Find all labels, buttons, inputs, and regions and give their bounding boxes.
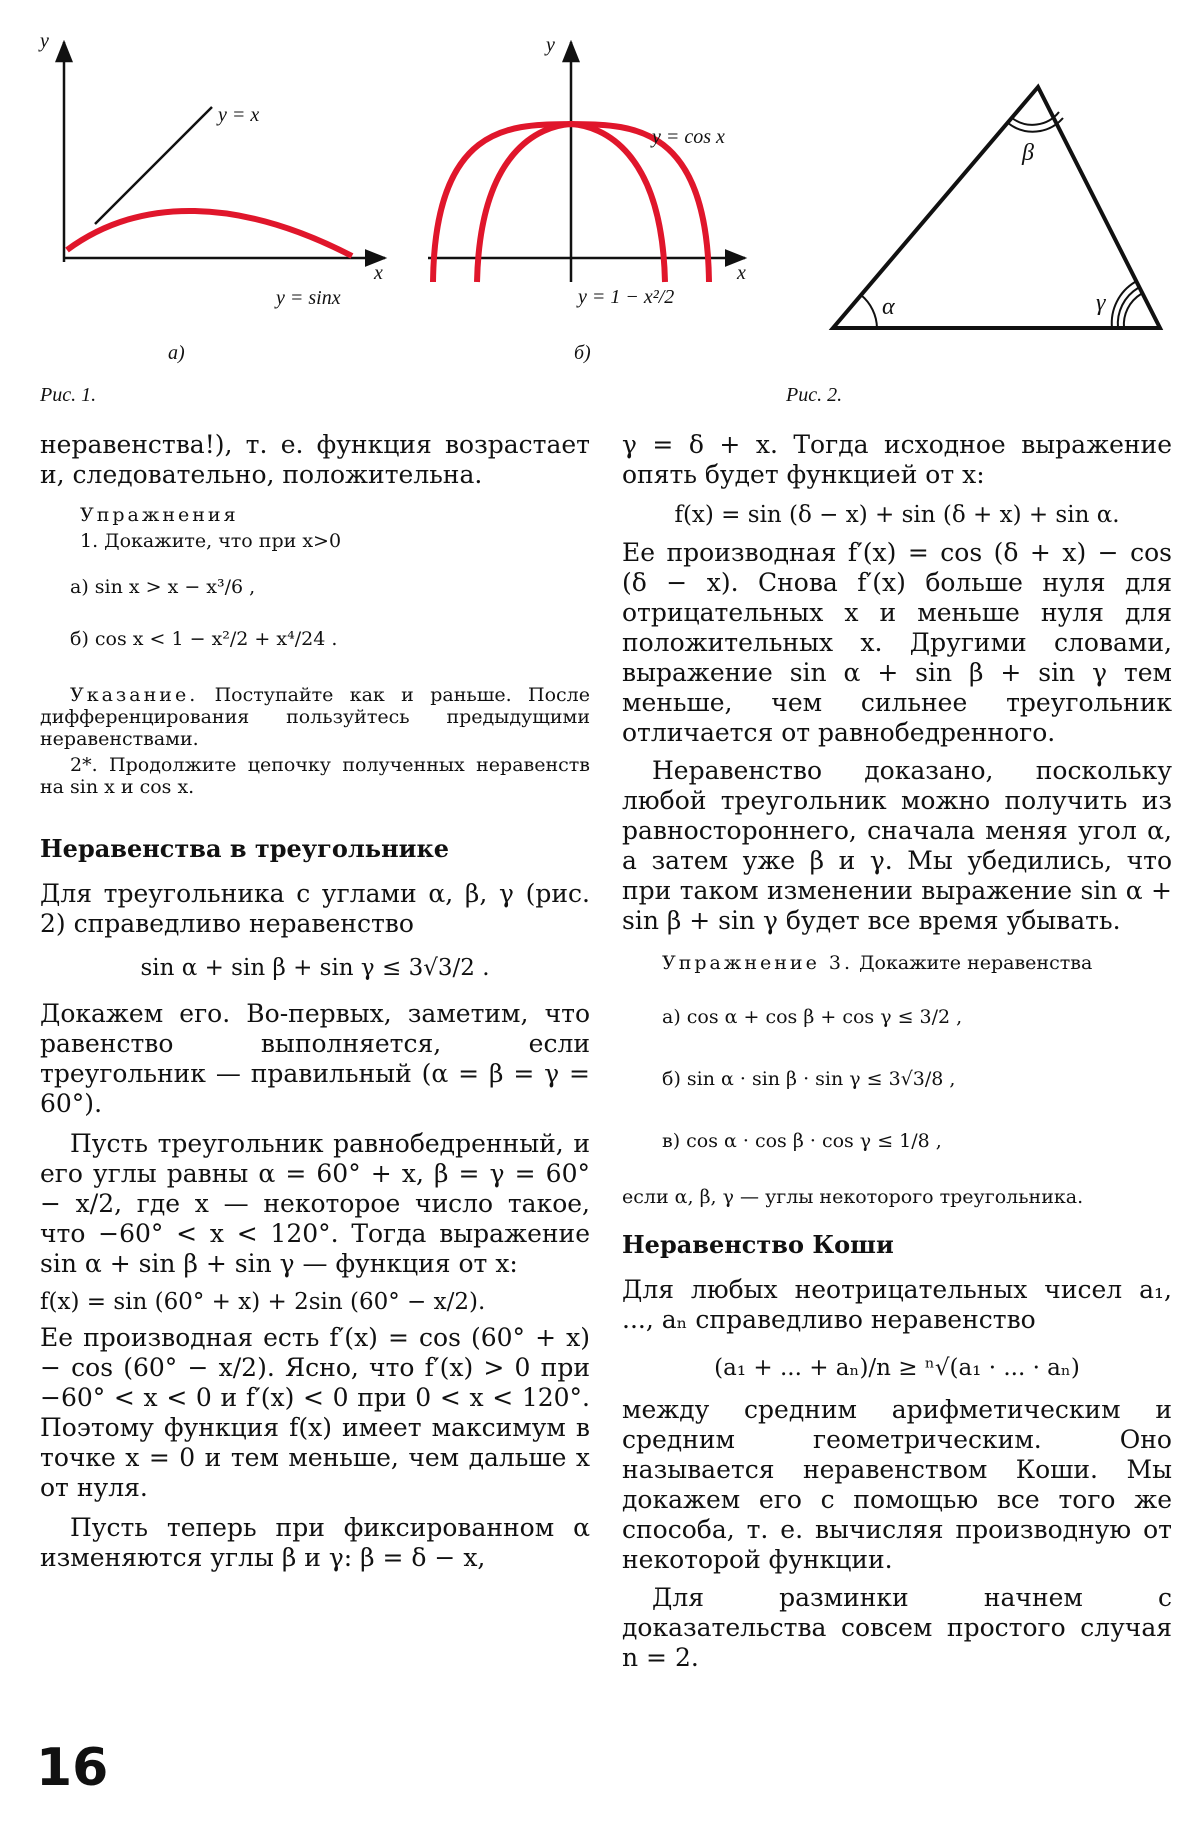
exercise-3-label: Упражнение 3.: [662, 952, 854, 974]
triangle: [833, 87, 1160, 328]
exercises-heading: Упражнения: [80, 504, 239, 526]
formula-fx-delta: f(x) = sin (δ − x) + sin (δ + x) + sin α.: [674, 502, 1120, 528]
right-p1: γ = δ + x. Тогда исходное выражение опять будет функцией от x:: [622, 430, 1172, 489]
exercise-3c: в) cos α · cos β · cos γ ≤ 1/8 ,: [662, 1130, 942, 1152]
left-column: [40, 430, 590, 1573]
section-triangle-title: Неравенства в треугольнике: [40, 834, 450, 863]
left-p2: Для треугольника с углами α, β, γ (рис. 2) справедливо неравенство: [40, 879, 590, 938]
left-p3: Докажем его. Во-первых, заметим, что равенство выполняется, если треугольник — правильный (α = β = γ = 60°).: [40, 999, 590, 1118]
right-column: [622, 430, 1172, 1673]
right-p4: Для любых неотрицательных чисел a₁, ..., aₙ справедливо неравенство: [622, 1275, 1172, 1334]
hint-text: Поступайте как и раньше. После дифференцирования пользуйтесь предыдущими неравенствами.: [40, 684, 590, 750]
fig2-triangle: [833, 87, 1160, 328]
exercise-2: 2*. Продолжите цепочку полученных неравенств на sin x и cos x.: [40, 754, 590, 798]
exercise-3-text: Докажите неравенства: [859, 952, 1093, 974]
fig1-panel-a: [64, 42, 385, 262]
right-p5: между средним арифметическим и средним геометрическим. Оно называется неравенством Коши. Мы докажем его с помощью все того же способа, т. е. вычисляя производную от некоторой функции.: [622, 1395, 1172, 1574]
exercise-3-tail: если α, β, γ — углы некоторого треугольника.: [622, 1186, 1084, 1208]
exercise-1a: а) sin x > x − x³/6 ,: [70, 576, 256, 598]
fig1-panel-b: [428, 42, 745, 282]
fig1a-axis-x: x: [374, 262, 383, 284]
fig1a-label: а): [168, 342, 185, 364]
fig1a-curve-label: y = sinx: [276, 287, 341, 309]
fig1b-axis-x: x: [737, 262, 746, 284]
fig1a-line-label: y = x: [218, 104, 260, 126]
right-p2: Ее производная f′(x) = cos (δ + x) − cos (δ − x). Снова f′(x) больше нуля для отрицательных x и меньше нуля для положительных x. Другими словами, выражение sin α + sin β + sin γ тем меньше, чем сильнее треугольник отличается от равнобедренного.: [622, 538, 1172, 747]
fig1b-parabola-label: y = 1 − x²/2: [578, 286, 675, 308]
exercise-3a: а) cos α + cos β + cos γ ≤ 3/2 ,: [662, 1006, 963, 1028]
gamma-label: γ: [1096, 290, 1106, 316]
fig1a-axis-y: y: [40, 30, 49, 52]
fig1b-axis-y: y: [546, 34, 555, 56]
left-p1: неравенства!), т. е. функция возрастает и, следовательно, положительна.: [40, 430, 590, 489]
fig2-caption: Рис. 2.: [786, 384, 843, 406]
exercise-1b: б) cos x < 1 − x²/2 + x⁴/24 .: [70, 628, 338, 650]
left-p5: Ее производная есть f′(x) = cos (60° + x) − cos (60° − x/2). Ясно, что f′(x) > 0 при −60° < x < 0 и f′(x) < 0 при 0 < x < 120°. Поэтому функция f(x) имеет максимум в точке x = 0 и тем меньше, чем дальше x от нуля.: [40, 1323, 590, 1502]
alpha-label: α: [882, 294, 895, 320]
section-cauchy-title: Неравенство Коши: [622, 1230, 894, 1259]
exercise-3b: б) sin α · sin β · sin γ ≤ 3√3/8 ,: [662, 1068, 956, 1090]
page-number: 16: [36, 1738, 109, 1798]
right-p3: Неравенство доказано, поскольку любой треугольник можно получить из равностороннего, сначала меняя угол α, а затем уже β и γ. Мы убедились, что при таком изменении выражение sin α + sin β + sin γ будет все время убывать.: [622, 756, 1172, 935]
fig1b-label: б): [574, 342, 591, 364]
exercise-1-intro: 1. Докажите, что при x>0: [80, 530, 342, 552]
line-y-eq-x: [95, 107, 212, 224]
formula-fx: f(x) = sin (60° + x) + 2sin (60° − x/2).: [40, 1289, 486, 1315]
angle-alpha-arc: [861, 295, 877, 328]
formula-sin-sum: sin α + sin β + sin γ ≤ 3√3/2 .: [140, 955, 490, 981]
fig1-caption: Рис. 1.: [40, 384, 97, 406]
fig1b-cos-label: y = cos x: [652, 126, 725, 148]
curve-sin: [67, 211, 352, 256]
right-p6: Для разминки начнем с доказательства совсем простого случая n = 2.: [622, 1583, 1172, 1672]
formula-cauchy: (a₁ + ... + aₙ)/n ≥ ⁿ√(a₁ · ... · aₙ): [714, 1355, 1080, 1381]
left-p4: Пусть треугольник равнобедренный, и его углы равны α = 60° + x, β = γ = 60° − x/2, где x — некоторое число такое, что −60° < x < 120°. Тогда выражение sin α + sin β + sin γ — функция от x:: [40, 1129, 590, 1278]
left-p6: Пусть теперь при фиксированном α изменяются углы β и γ: β = δ − x,: [40, 1513, 590, 1572]
hint-label: Указание.: [70, 684, 199, 706]
beta-label: β: [1022, 140, 1034, 166]
